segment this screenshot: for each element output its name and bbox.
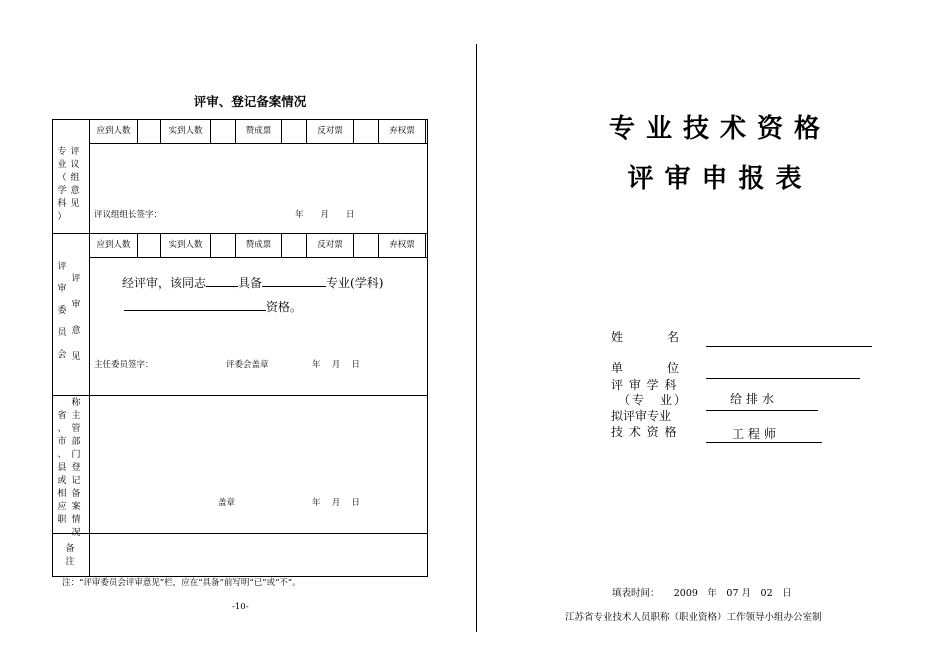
- qualification-label: 拟评审专业: [611, 409, 672, 423]
- label-char: 县: [57, 463, 67, 473]
- cell-oppose[interactable]: [354, 120, 379, 143]
- label-char: 备: [71, 489, 81, 499]
- section-label: [53, 120, 90, 233]
- label-char: 学: [57, 186, 67, 196]
- name-label: 姓 名: [611, 330, 682, 344]
- label-char: 评: [71, 274, 81, 284]
- label-char: 见: [71, 352, 81, 362]
- label-char: ）: [57, 212, 67, 222]
- discipline-label-sub: （专 业）: [618, 393, 689, 407]
- registration-seal: 盖章: [218, 498, 236, 508]
- discipline-field[interactable]: [706, 410, 818, 411]
- label-char: 、: [57, 450, 67, 460]
- cell-expected[interactable]: [138, 234, 161, 257]
- discipline-value: 给排水: [730, 392, 779, 406]
- sign-date: 年 月 日: [312, 498, 360, 508]
- unit-field[interactable]: [706, 378, 860, 379]
- cell-present[interactable]: [211, 234, 236, 257]
- qualification-value: 工程师: [732, 427, 781, 441]
- opinion-text: 专业(学科): [326, 276, 384, 290]
- cover-title-line-1: 专业技术资格: [608, 114, 831, 144]
- label-char: 市: [57, 437, 67, 447]
- section-label: [53, 396, 90, 538]
- cell-present[interactable]: [211, 120, 236, 143]
- label-char: 业: [57, 160, 67, 170]
- label-char: 审: [71, 300, 81, 310]
- label-char: 评: [57, 262, 67, 272]
- label-char: 专: [57, 147, 67, 157]
- label-char: 记: [71, 476, 81, 486]
- form-note: 注：“评审委员会评审意见”栏，应在“具备”前写明“已”或“不”。: [62, 578, 301, 588]
- cover-title-line-2: 评审申报表: [627, 164, 813, 194]
- cell-oppose[interactable]: [354, 234, 379, 257]
- header-expected: 应到人数: [90, 120, 138, 143]
- header-abstain: 弃权票: [379, 120, 426, 143]
- label-char: 登: [71, 463, 81, 473]
- label-char: 备: [65, 544, 75, 554]
- form-title: 评审、登记备案情况: [193, 94, 307, 109]
- page-divider: [476, 44, 477, 632]
- group-leader-signature: 评议组组长签字：: [94, 210, 163, 220]
- vertical-label-a: [57, 146, 67, 224]
- label-char: 管: [71, 424, 81, 434]
- vertical-label: [65, 543, 75, 569]
- unit-label: 单 位: [611, 361, 682, 375]
- vertical-label-b: [71, 397, 81, 540]
- section-committee-review: [53, 234, 427, 396]
- label-char: 注: [65, 557, 75, 567]
- review-record-form: [52, 119, 428, 577]
- header-oppose: 反对票: [307, 234, 354, 257]
- header-present: 实到人数: [161, 234, 211, 257]
- label-char: 称: [71, 398, 81, 408]
- label-char: 评: [70, 147, 80, 157]
- label-char: 况: [71, 528, 81, 538]
- header-present: 实到人数: [161, 120, 211, 143]
- vertical-label-a: [57, 256, 67, 366]
- committee-seal: 评委会盖章: [226, 360, 269, 370]
- qualification-label-sub: 技 术 资 格: [611, 425, 678, 439]
- discipline-label: 评 审 学 科: [611, 378, 678, 392]
- qualification-blank[interactable]: [206, 275, 238, 287]
- label-char: 委: [57, 306, 67, 316]
- label-char: 审: [57, 284, 67, 294]
- label-char: 组: [70, 173, 80, 183]
- header-expected: 应到人数: [90, 234, 138, 257]
- cell-abstain[interactable]: [426, 120, 427, 143]
- header-abstain: 弃权票: [379, 234, 426, 257]
- sign-date: 年 月 日: [295, 210, 355, 220]
- cell-abstain[interactable]: [426, 234, 427, 257]
- cell-approve[interactable]: [282, 234, 307, 257]
- opinion-line-1: [122, 274, 383, 291]
- label-char: 或: [57, 476, 67, 486]
- major-blank[interactable]: [262, 275, 326, 287]
- opinion-line-2: [124, 298, 302, 315]
- section-remarks: [53, 534, 427, 576]
- opinion-text: 具备: [238, 276, 263, 290]
- vote-header-row: [90, 234, 427, 258]
- sign-date: 年 月 日: [312, 360, 360, 370]
- label-char: 主: [71, 411, 81, 421]
- label-char: 案: [71, 502, 81, 512]
- section-label: [53, 234, 90, 395]
- page-number: -10-: [232, 602, 249, 612]
- publisher: 江苏省专业技术人员职称（职业资格）工作领导小组办公室制: [565, 612, 822, 623]
- label-char: 员: [57, 328, 67, 338]
- label-char: 门: [71, 450, 81, 460]
- vertical-label-b: [71, 266, 81, 370]
- label-char: 部: [71, 437, 81, 447]
- label-char: 情: [71, 515, 81, 525]
- label-char: 意: [71, 326, 81, 336]
- qualification-field[interactable]: [706, 442, 822, 443]
- title-blank[interactable]: [124, 299, 266, 311]
- label-char: （: [57, 173, 67, 183]
- label-char: 省: [57, 411, 67, 421]
- label-char: 、: [57, 424, 67, 434]
- label-char: 科: [57, 199, 67, 209]
- label-char: 见: [70, 199, 80, 209]
- name-field[interactable]: [706, 346, 872, 347]
- header-approve: 赞成票: [236, 120, 282, 143]
- opinion-text: 经评审，该同志: [122, 276, 207, 290]
- chair-signature: 主任委员签字：: [94, 360, 154, 370]
- vertical-label-a: [57, 410, 67, 527]
- label-char: 会: [57, 350, 67, 360]
- opinion-text: 资格。: [266, 300, 303, 314]
- section-discipline-review: [53, 120, 427, 234]
- remarks-field[interactable]: [90, 534, 427, 576]
- label-char: 应: [57, 502, 67, 512]
- vertical-label-b: [70, 146, 80, 211]
- label-char: 意: [70, 186, 80, 196]
- vote-header-row: [90, 120, 427, 144]
- label-char: 职: [57, 515, 67, 525]
- header-oppose: 反对票: [307, 120, 354, 143]
- label-char: 议: [70, 160, 80, 170]
- label-char: 相: [57, 489, 67, 499]
- cell-approve[interactable]: [282, 120, 307, 143]
- header-approve: 赞成票: [236, 234, 282, 257]
- fill-date: 填表时间： 2009 年 07 月 02 日: [612, 588, 792, 599]
- section-registration: [53, 396, 427, 538]
- cell-expected[interactable]: [138, 120, 161, 143]
- section-label: [53, 534, 90, 576]
